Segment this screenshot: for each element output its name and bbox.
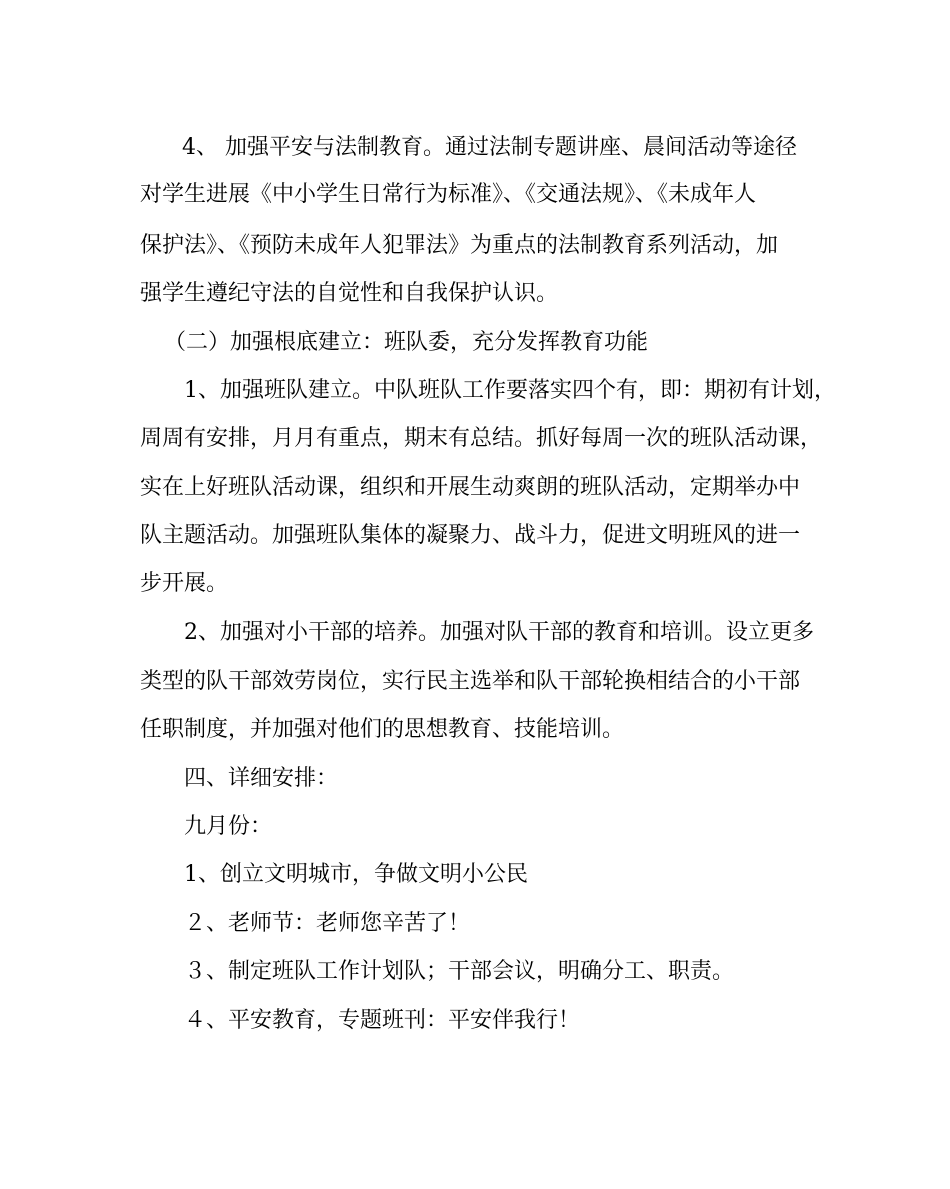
text-line-10: 步开展。 [140,571,229,596]
text-line-9: 队主题活动。加强班队集体的凝聚力、战斗力，促进文明班风的进一 [140,523,801,548]
text-line-1: 4、 加强平安与法制教育。通过法制专题讲座、晨间活动等途径 [182,135,797,160]
text-line-8: 实在上好班队活动课，组织和开展生动爽朗的班队活动，定期举办中 [140,475,801,500]
schedule-item-2: ２、老师节：老师您辛苦了！ [184,911,471,936]
schedule-item-3: ３、制定班队工作计划队；干部会议，明确分工、职责。 [184,959,735,984]
schedule-item-4: ４、平安教育，专题班刊：平安伴我行！ [184,1008,581,1033]
text-line-11: 2、加强对小干部的培养。加强对队干部的教育和培训。设立更多 [184,620,814,645]
text-line-3: 保护法》、《预防未成年人犯罪法》为重点的法制教育系列活动，加 [140,233,779,258]
schedule-heading: 四、详细安排： [184,766,339,791]
text-line-12: 类型的队干部效劳岗位，实行民主选举和队干部轮换相结合的小干部 [140,669,801,694]
text-line-13: 任职制度，并加强对他们的思想教育、技能培训。 [140,717,625,742]
schedule-item-1: 1、创立文明城市，争做文明小公民 [184,862,528,887]
text-line-2: 对学生进展《中小学生日常行为标准》、《交通法规》、《未成年人 [140,182,757,207]
text-line-6: 1、加强班队建立。中队班队工作要落实四个有，即：期初有计划， [184,378,836,403]
month-heading: 九月份： [184,814,273,839]
section-heading: （二）加强根底建立：班队委，充分发挥教育功能 [164,330,649,355]
text-line-4: 强学生遵纪守法的自觉性和自我保护认识。 [140,281,559,306]
text-line-7: 周周有安排，月月有重点，期末有总结。抓好每周一次的班队活动课， [140,426,823,451]
